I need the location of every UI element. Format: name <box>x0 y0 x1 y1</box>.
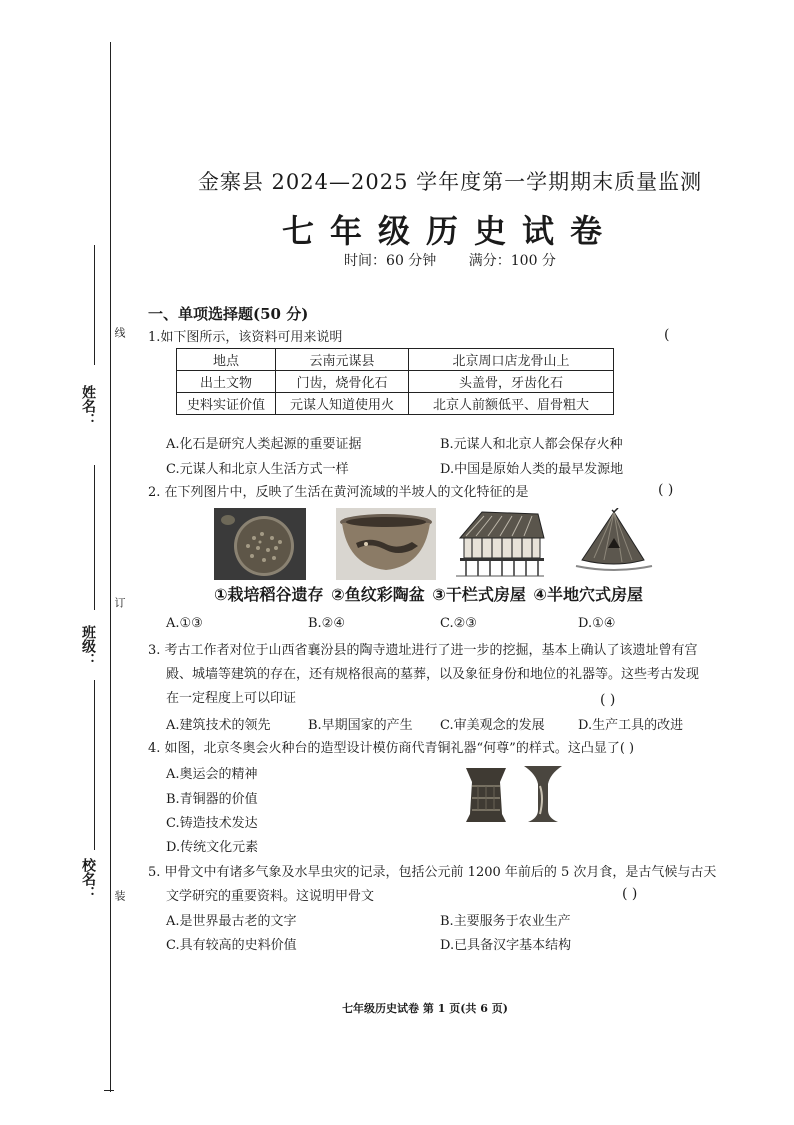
q5-line-1: 5. 甲骨文中有诸多气象及水旱虫灾的记录，包括公元前 1200 年前后的 5 次月食，是古气候与古天 <box>148 865 717 880</box>
exam-title: 金寨县 2024—2025 学年度第一学期期末质量监测 <box>197 170 703 194</box>
class-label: 班级： <box>80 625 96 667</box>
table-row <box>177 349 614 371</box>
q3-line-3: 在一定程度上可以印证 <box>166 691 297 706</box>
q1-option-a: A.化石是研究人类起源的重要证据 <box>166 437 362 452</box>
q5-answer-paren: ( ) <box>622 886 638 902</box>
class-blank <box>94 465 95 610</box>
q1-option-b: B.元谋人和北京人都会保存火种 <box>440 437 623 452</box>
q1-answer-paren: ( <box>664 327 670 343</box>
q2-option-b: B.②④ <box>308 616 345 631</box>
caption-2: ②鱼纹彩陶盆 <box>331 585 425 604</box>
q2-stem: 2. 在下列图片中，反映了生活在黄河流域的半坡人的文化特征的是 <box>148 485 529 500</box>
binding-char-seal: 装 <box>113 890 126 901</box>
table-cell: 史料实证价值 <box>177 393 276 415</box>
table-row <box>177 371 614 393</box>
q2-option-c: C.②③ <box>440 616 477 631</box>
q1-table <box>176 348 614 415</box>
q5-option-b: B.主要服务于农业生产 <box>440 914 571 929</box>
he-zun-vessels-image <box>462 764 572 826</box>
q2-option-a: A.①③ <box>166 616 203 631</box>
page-footer: 七年级历史试卷 第 1 页(共 6 页) <box>342 1002 508 1015</box>
binding-line <box>110 42 111 1092</box>
q1-stem: 1.如下图所示，该资料可用来说明 <box>148 330 343 345</box>
exam-time: 时间：60 分钟 <box>344 253 437 269</box>
caption-3: ③干栏式房屋 <box>432 585 526 604</box>
school-label: 校名： <box>80 858 96 900</box>
caption-1: ①栽培稻谷遗存 <box>214 585 324 604</box>
q4-option-a: A.奥运会的精神 <box>166 767 258 782</box>
q3-answer-paren: ( ) <box>600 692 616 708</box>
q3-line-1: 3. 考古工作者对位于山西省襄汾县的陶寺遗址进行了进一步的挖掘，基本上确认了该遗址曾有宫 <box>148 643 698 658</box>
exam-subject: 七年级历史试卷 <box>281 212 618 250</box>
name-blank <box>94 245 95 365</box>
semi-subterranean-house-image <box>574 508 654 580</box>
binding-char-order: 订 <box>113 597 126 608</box>
binding-char-line: 线 <box>113 327 126 338</box>
q5-option-c: C.具有较高的史料价值 <box>166 938 297 953</box>
q5-line-2: 文学研究的重要资料。这说明甲骨文 <box>166 889 375 904</box>
section-title: 一、单项选择题(50 分) <box>148 305 309 323</box>
table-row <box>177 393 614 415</box>
q3-option-d: D.生产工具的改进 <box>578 718 684 733</box>
q2-answer-paren: ( ) <box>658 482 674 498</box>
table-cell: 北京周口店龙骨山上 <box>409 349 614 371</box>
name-label: 姓名： <box>80 385 96 427</box>
q2-captions <box>214 582 684 605</box>
q1-option-d: D.中国是原始人类的最早发源地 <box>440 462 624 477</box>
table-cell: 地点 <box>177 349 276 371</box>
table-cell: 云南元谋县 <box>276 349 409 371</box>
table-cell: 元谋人知道使用火 <box>276 393 409 415</box>
q3-option-b: B.早期国家的产生 <box>308 718 413 733</box>
table-cell: 北京人前额低平、眉骨粗大 <box>409 393 614 415</box>
caption-4: ④半地穴式房屋 <box>533 585 643 604</box>
q4-stem: 4. 如图，北京冬奥会火种台的造型设计模仿商代青铜礼器“何尊”的样式。这凸显了( ) <box>148 741 635 756</box>
q4-option-d: D.传统文化元素 <box>166 840 259 855</box>
q4-option-b: B.青铜器的价值 <box>166 792 258 807</box>
q4-option-c: C.铸造技术发达 <box>166 816 258 831</box>
binding-line-end <box>104 1090 114 1091</box>
table-cell: 出土文物 <box>177 371 276 393</box>
class-blank-lower <box>94 680 95 850</box>
q5-option-d: D.已具备汉字基本结构 <box>440 938 572 953</box>
rice-grain-remains-image <box>214 508 306 580</box>
exam-score: 满分：100 分 <box>468 253 556 269</box>
q1-option-c: C.元谋人和北京人生活方式一样 <box>166 462 349 477</box>
fish-pottery-basin-image <box>336 508 436 580</box>
q3-option-a: A.建筑技术的领先 <box>166 718 271 733</box>
q2-option-d: D.①④ <box>578 616 616 631</box>
stilt-house-image <box>446 508 546 580</box>
q5-option-a: A.是世界最古老的文字 <box>166 914 297 929</box>
table-cell: 门齿，烧骨化石 <box>276 371 409 393</box>
exam-info <box>150 250 750 270</box>
q3-option-c: C.审美观念的发展 <box>440 718 545 733</box>
table-cell: 头盖骨，牙齿化石 <box>409 371 614 393</box>
q3-line-2: 殿、城墙等建筑的存在，还有规格很高的墓葬，以及象征身份和地位的礼器等。这些考古发现 <box>166 667 700 682</box>
